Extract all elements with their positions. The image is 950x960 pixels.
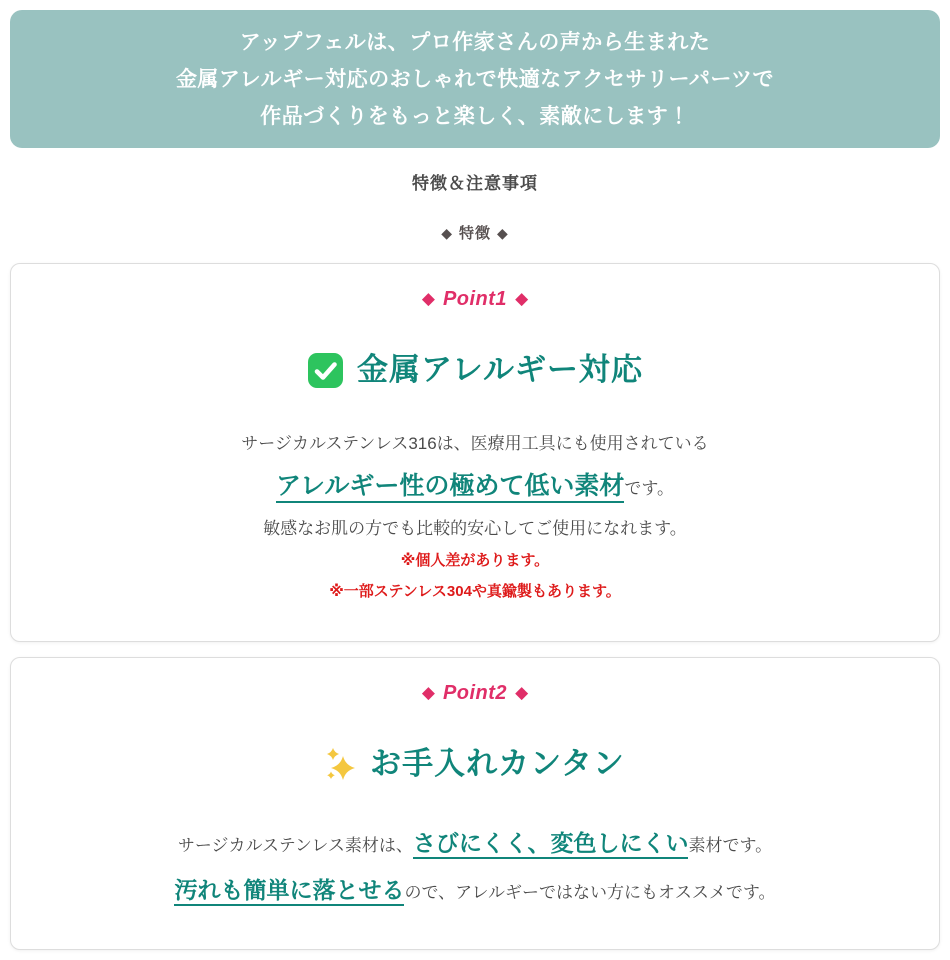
point1-body-line-2: [11, 469, 939, 506]
point2-line1-pre: サージカルステンレス素材は、: [177, 836, 413, 855]
point1-note-2: ※一部ステンレス304や真鍮製もあります。: [329, 583, 621, 600]
point2-body-line-1: [11, 827, 939, 864]
promo-banner: [10, 10, 940, 148]
sparkles-icon: [325, 747, 357, 782]
point2-line1-rest: 素材です。: [688, 836, 773, 855]
point1-note-1: ※個人差があります。: [400, 552, 550, 569]
point1-body-line-3: 敏感なお肌の方でも比較的安心してご使用になれます。: [263, 519, 687, 538]
point1-body-line-1: サージカルステンレス316は、医療用工具にも使用されている: [241, 434, 709, 453]
point2-emphasis-text-1: さびにくく、変色しにくい: [413, 830, 689, 859]
point2-body-line-2: [11, 874, 939, 911]
point2-card: [10, 657, 940, 950]
diamond-left-icon: ◆: [421, 683, 435, 702]
point1-card: [10, 263, 940, 642]
product-description-page: [0, 10, 950, 960]
point1-title: 金属アレルギー対応: [357, 352, 643, 387]
point2-label: [11, 680, 939, 707]
section-title: 特徴＆注意事項: [412, 174, 538, 193]
point2-label-text: Point2: [442, 682, 508, 704]
point2-line2-rest: ので、アレルギーではない方にもオススメです。: [404, 883, 776, 902]
point2-title-row: [11, 743, 939, 785]
point1-title-row: [11, 349, 939, 391]
point1-emphasis-text: アレルギー性の極めて低い素材: [276, 472, 624, 503]
check-icon: [307, 352, 344, 389]
diamond-right-icon: ◆: [515, 683, 529, 702]
diamond-right-icon: ◆: [497, 225, 509, 241]
point2-emphasis-text-2: 汚れも簡単に落とせる: [174, 877, 404, 906]
point1-label-text: Point1: [442, 288, 508, 310]
diamond-left-icon: ◆: [441, 225, 453, 241]
banner-line-2: 金属アレルギー対応のおしゃれで快適なアクセサリーパーツで: [175, 67, 775, 91]
section-subtitle: [0, 223, 950, 244]
banner-line-1: アップフェルは、プロ作家さんの声から生まれた: [239, 30, 711, 54]
diamond-right-icon: ◆: [515, 289, 529, 308]
section-subtitle-text: 特徴: [458, 225, 491, 242]
point1-line2-rest: です。: [624, 479, 675, 498]
banner-line-3: 作品づくりをもっと楽しく、素敵にします！: [260, 104, 690, 128]
point2-title: お手入れカンタン: [370, 746, 625, 781]
diamond-left-icon: ◆: [421, 289, 435, 308]
point1-label: [11, 286, 939, 313]
